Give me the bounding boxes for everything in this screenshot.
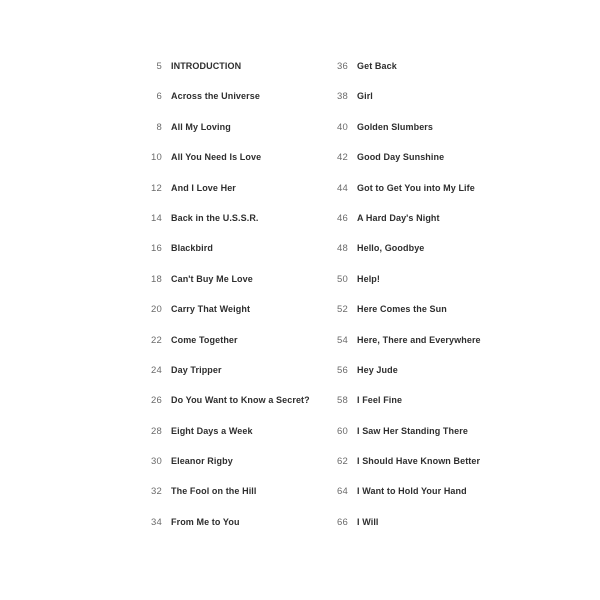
toc-song-title: I Should Have Known Better (357, 456, 481, 467)
toc-page-number: 30 (151, 456, 162, 468)
toc-song-title: I Will (357, 516, 379, 527)
toc-song-title: The Fool on the Hill (171, 486, 257, 497)
toc-left-column (134, 61, 334, 547)
toc-page-number: 26 (151, 395, 162, 407)
toc-song-title: Eleanor Rigby (171, 456, 233, 467)
toc-page-number: 46 (337, 212, 348, 224)
toc-entry (320, 304, 520, 334)
toc-song-title: Back in the U.S.S.R. (171, 212, 259, 223)
toc-song-title: Here Comes the Sun (357, 304, 447, 315)
toc-entry (134, 486, 334, 516)
toc-entry (320, 91, 520, 121)
toc-page-number: 62 (337, 456, 348, 468)
toc-entry (134, 213, 334, 243)
toc-page-number: 44 (337, 182, 348, 194)
toc-page-number: 52 (337, 304, 348, 316)
toc-entry (320, 152, 520, 182)
toc-entry (320, 395, 520, 425)
toc-page-number: 40 (337, 121, 348, 133)
toc-entry (320, 486, 520, 516)
toc-page-number: 10 (151, 152, 162, 164)
toc-page-number: 64 (337, 486, 348, 498)
toc-song-title: I Want to Hold Your Hand (357, 486, 467, 497)
toc-entry (320, 517, 520, 547)
toc-entry (320, 365, 520, 395)
toc-page-number: 50 (337, 273, 348, 285)
toc-page-number: 24 (151, 364, 162, 376)
toc-page-number: 60 (337, 425, 348, 437)
toc-song-title: All My Loving (171, 121, 231, 132)
toc-page-number: 5 (156, 61, 162, 72)
toc-entry (134, 274, 334, 304)
toc-song-title: A Hard Day's Night (357, 212, 440, 223)
toc-page-number: 66 (337, 516, 348, 528)
toc-entry (134, 517, 334, 547)
toc-song-title: Hello, Goodbye (357, 243, 425, 254)
toc-song-title: Carry That Weight (171, 304, 251, 315)
toc-entry (134, 152, 334, 182)
toc-entry (134, 395, 334, 425)
toc-page-number: 20 (151, 304, 162, 316)
toc-page-number: 48 (337, 243, 348, 255)
toc-page-number: 6 (156, 91, 162, 103)
toc-song-title: Do You Want to Know a Secret? (171, 395, 310, 406)
toc-page-number: 56 (337, 364, 348, 376)
toc-page-number: 12 (151, 182, 162, 194)
toc-entry (320, 122, 520, 152)
toc-entry (134, 335, 334, 365)
toc-page-number: 14 (151, 212, 162, 224)
toc-page-number: 32 (151, 486, 162, 498)
toc-page-number: 22 (151, 334, 162, 346)
toc-entry (320, 274, 520, 304)
toc-song-title: Here, There and Everywhere (357, 334, 481, 345)
toc-entry (134, 304, 334, 334)
toc-song-title: Blackbird (171, 243, 213, 254)
toc-entry (320, 61, 520, 91)
toc-song-title: Help! (357, 273, 380, 284)
toc-entry (134, 365, 334, 395)
toc-entry (320, 456, 520, 486)
toc-song-title: INTRODUCTION (171, 61, 242, 71)
toc-page-number: 58 (337, 395, 348, 407)
toc-song-title: I Saw Her Standing There (357, 425, 468, 436)
toc-page-number: 38 (337, 91, 348, 103)
toc-page-number: 8 (156, 121, 162, 133)
toc-song-title: I Feel Fine (357, 395, 403, 406)
toc-page-number: 42 (337, 152, 348, 164)
toc-entry (320, 335, 520, 365)
toc-song-title: Can't Buy Me Love (171, 273, 253, 284)
toc-song-title: All You Need Is Love (171, 152, 262, 163)
toc-entry (134, 183, 334, 213)
toc-song-title: Got to Get You into My Life (357, 182, 475, 193)
toc-page-number: 28 (151, 425, 162, 437)
toc-entry (320, 426, 520, 456)
toc-entry (320, 183, 520, 213)
toc-page-number: 18 (151, 273, 162, 285)
toc-song-title: Eight Days a Week (171, 425, 253, 436)
toc-song-title: Come Together (171, 334, 238, 345)
toc-entry (320, 213, 520, 243)
toc-page-number: 54 (337, 334, 348, 346)
toc-song-title: Good Day Sunshine (357, 152, 445, 163)
toc-song-title: Across the Universe (171, 91, 260, 102)
toc-song-title: Girl (357, 91, 373, 102)
toc-entry (134, 243, 334, 273)
toc-song-title: Get Back (357, 61, 397, 71)
toc-entry (134, 122, 334, 152)
toc-page-number: 16 (151, 243, 162, 255)
toc-song-title: Day Tripper (171, 364, 222, 375)
toc-song-title: From Me to You (171, 516, 240, 527)
toc-page-number: 34 (151, 516, 162, 528)
toc-right-column (320, 61, 520, 547)
toc-page-number: 36 (337, 61, 348, 72)
toc-entry (134, 426, 334, 456)
toc-entry (134, 91, 334, 121)
toc-song-title: And I Love Her (171, 182, 236, 193)
toc-entry (320, 243, 520, 273)
toc-entry (134, 456, 334, 486)
toc-song-title: Golden Slumbers (357, 121, 434, 132)
toc-song-title: Hey Jude (357, 364, 398, 375)
toc-entry (134, 61, 334, 91)
